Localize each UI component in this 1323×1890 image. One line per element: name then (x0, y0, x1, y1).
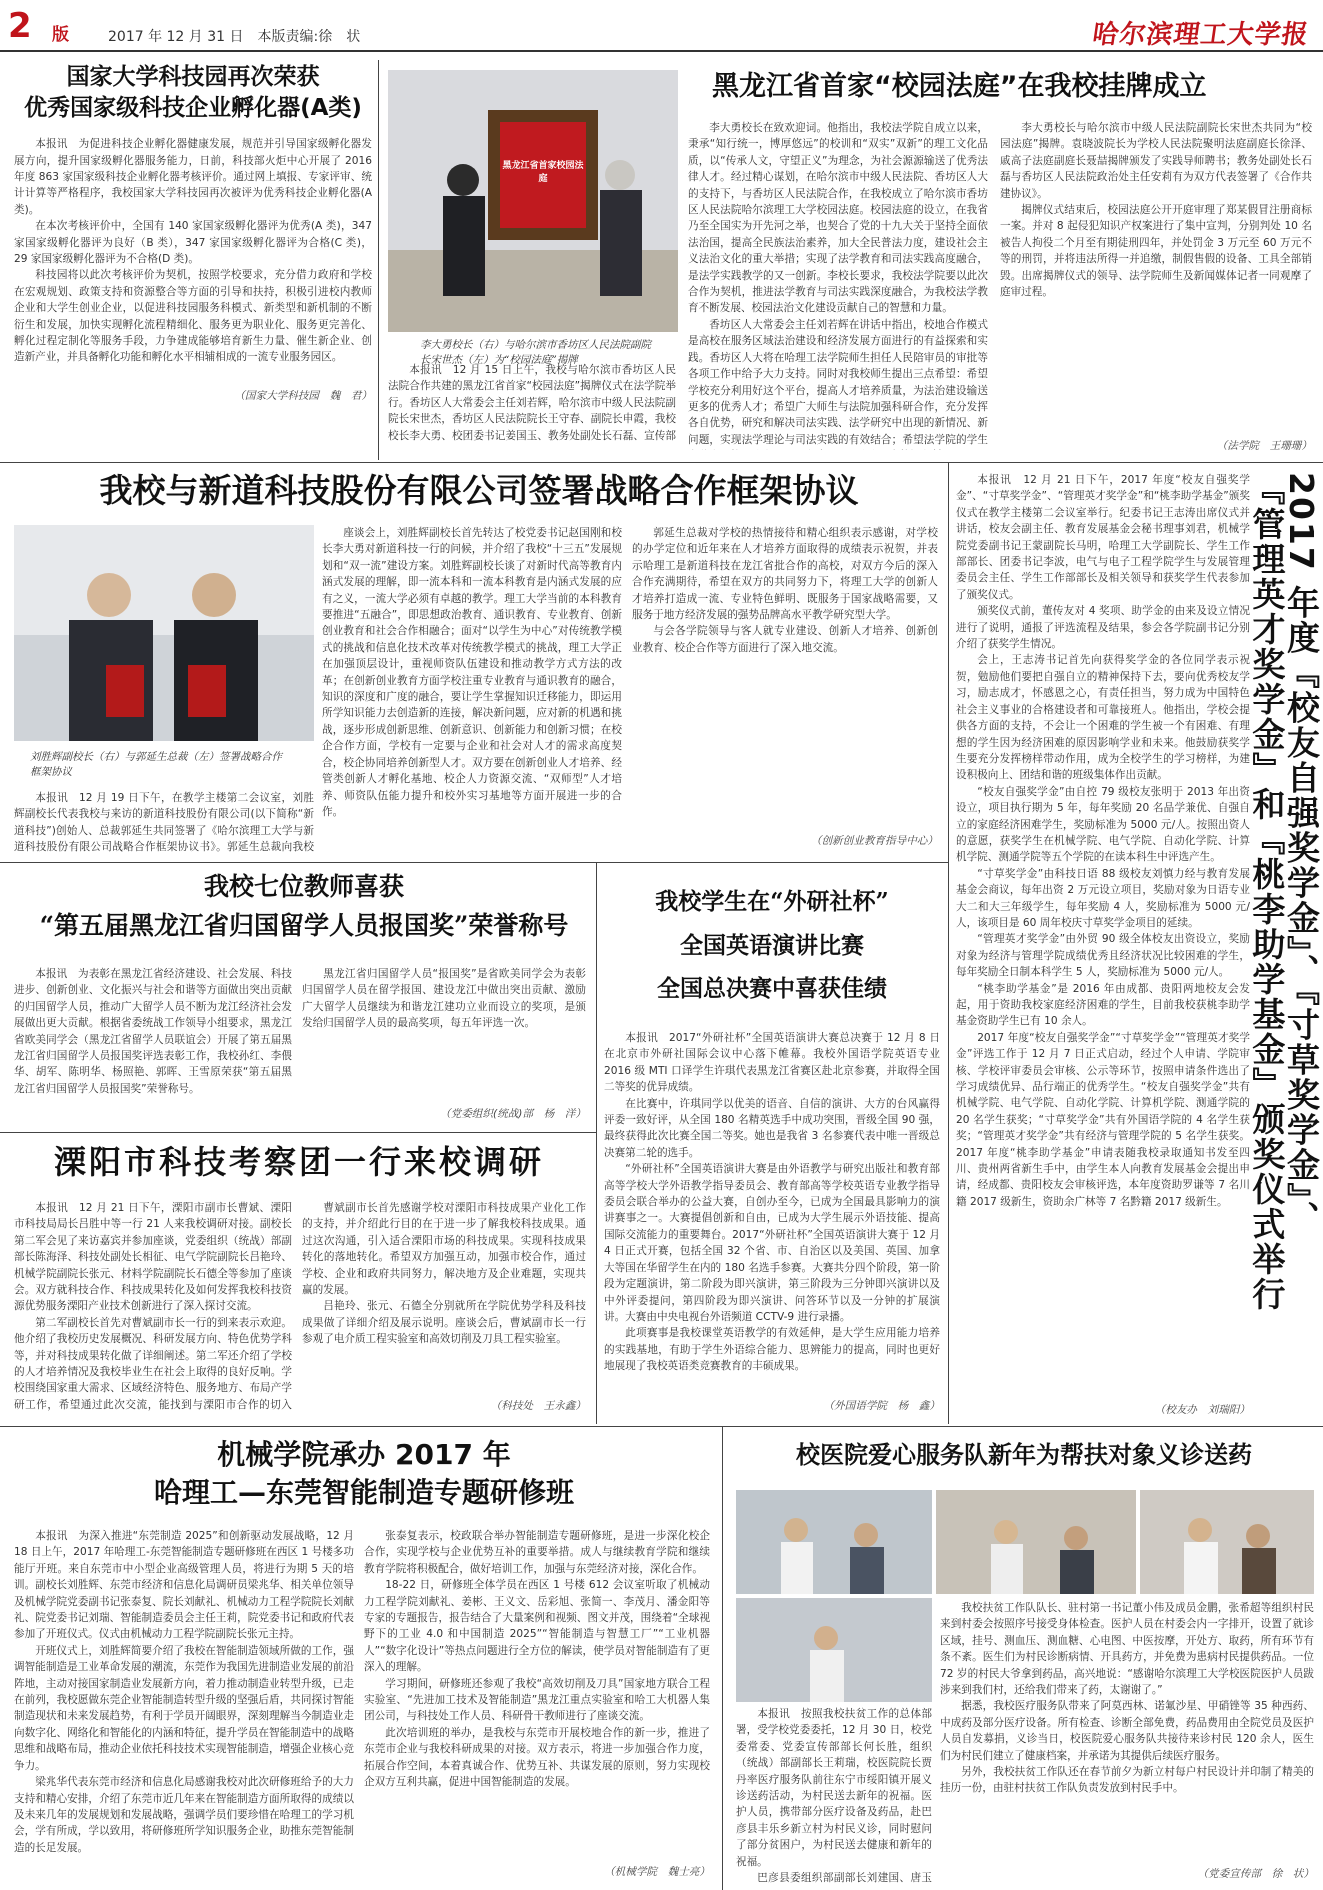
paragraph: 本报讯 12 月 21 日下午，2017 年度“校友自强奖学金”、“寸草奖学金”、“管理英才奖学金”和“桃李助学基金”颁奖仪式在教学主楼第二会议室举行。纪委书记王志涛出席仪式并讲话，校友会副主任、教育发展基金会秘书理事刘君，机械学院党委副书记王蒙副院长马明，哈理工大学副院长、学生工作部部长、团委书记李波，电气与电子工程学院学生与发展管理委员会主任、学生工作部部长及相关领导和获奖学生代表参加了颁奖仪式。 (956, 474, 1250, 601)
paragraph: 此项赛事是我校课堂英语教学的有效延伸，是大学生应用能力培养的实践基地，有助于学生外语综合能力、思辨能力的提高，同时也更好地展现了我校英语类竞赛教育的丰硕成果。 (604, 1327, 940, 1373)
article-dongguan (14, 1436, 714, 1512)
signature: （国家大学科技园 魏 君） (234, 390, 372, 403)
title-line: “第五届黑龙江省归国留学人员报国奖”荣誉称号 (39, 910, 569, 940)
column-rule (596, 862, 597, 1424)
paragraph: 本报讯 为促进科技企业孵化器健康发展，规范并引导国家级孵化器发展方向，提升国家级孵化器服务能力，日前，科技部火炬中心开展了 2016 年度 863 家国家级科技企业孵化器考核评价。通过网上填报、专家评审、统计计算等严格程序，我校国家大学科技园再次被评为优秀科技企业孵化器(A 类)。 (14, 138, 372, 216)
paragraph: 会上，王志涛书记首先向获得奖学金的各位同学表示祝贺，勉励他们要把自强自立的精神保持下去，要向优秀校友学习，励志成才，怀感恩之心，有责任担当，努力成为中国特色社会主义事业的合格建设者和可靠接班人。他指出，学校会提供各方面的支持，不会让一个困难的学生被一个有困难、有理想的学生因为经济困难的原因影响学业和未来。他鼓励获奖学生要充分发挥榜样带动作用，成为全校学生的学习榜样，为建设积极向上、团结和谐的班级集体作出贡献。 (956, 654, 1250, 782)
article-body (604, 1030, 940, 1400)
header-rule (0, 50, 1323, 52)
column-rule (948, 462, 949, 1424)
paragraph: 在比赛中，许琪同学以优美的语音、自信的演讲、大方的台风赢得评委一致好评，从全国 180 名精英选手中成功突围，晋级全国 90 强，最终获得此次比赛全国二等奖。她也是我省 3 名参赛代表中唯一晋级总决赛第二轮的选手。 (604, 1097, 940, 1159)
article-body-col3 (1000, 120, 1312, 438)
section-rule (0, 1132, 596, 1133)
title-line: 国家大学科技园再次荣获 (66, 64, 320, 90)
paragraph: 在本次考核评价中，全国有 140 家国家级孵化器评为优秀(A 类)，347 家国家级孵化器评为良好（B 类），347 家国家级孵化器评为合格(C 类)，29 家国家级孵化器评为不合格(D 类)。 (14, 220, 372, 265)
paragraph: 本报讯 按照我校扶贫工作的总体部署，受学校党委委托，12 月 30 日，校党委常委、党委宣传部部长何长胜，组织（统战）部副部长王莉瑞，校医院院长贾丹率医疗服务队前往东宁市绥阳镇开展义诊送药活动，为村民送去新年的祝福。医护人员，携带部分医疗设备及药品，赴巴彦县丰乐乡新立村为村民义诊，同时慰问了部分贫困户，为村民送去健康和新年的祝福。 (736, 1708, 932, 1868)
paragraph: 此次培训班的举办，是我校与东莞市开展校地合作的新一步，推进了东莞市企业与我校科研成果的对接。双方表示，将进一步加强合作力度，拓展合作空间，本着真诚合作、优势互补、共谋发展的原则，努力实现校企双方互利共赢，促进中国智能制造的发展。 (364, 1726, 710, 1789)
page-number: 2 (8, 6, 31, 46)
paragraph: “桃李助学基金”是 2016 年由成都、贵阳两地校友会发起，用于资助我校家庭经济困难的学生，目前我校获桃李助学基金资助学生已有 10 余人。 (956, 982, 1250, 1028)
article-title: 黑龙江省首家“校园法庭”在我校挂牌成立 (712, 71, 1207, 102)
paragraph: 揭牌仪式结束后，校园法庭公开开庭审理了郑某假冒注册商标一案。并对 8 起侵犯知识产权案进行了集中宣判，分别判处 10 名被告人拘役二个月至有期徒刑四年，并处罚金 3 万元至 60 万元不等的刑罚，并将违法所得一并追缴，制假售假的设备、工具全部销毁。出席揭牌仪式的领导、法学院师生及新闻媒体记者一同观摩了庭审过程。 (1000, 204, 1312, 299)
paragraph: 本报讯 12 月 21 日下午，溧阳市副市长曹斌、溧阳市科技局局长吕胜中等一行 21 人来我校调研对接。副校长第二军会见了来访嘉宾并参加座谈，党委组织（统战）部副部长陈海泽、科技处副处长相征、电气学院副院长吕艳玲、机械学院副院长张元、材料学院副院长石德全等参加了座谈会。双方就科技合作、科技成果转化及如何发挥我校科技资源优势服务溧阳产业技术创新进行了深入探讨交流。 (14, 1202, 292, 1313)
paragraph: 2017 年度“校友自强奖学金”“寸草奖学金”“管理英才奖学金”评选工作于 12 月 7 日正式启动，经过个人申请、学院审核、学校评审委员会审核、公示等环节，按照申请条件选出了学习成绩优异、品行端正的优秀学生。“校友自强奖学金”共有机械学院、电气学院、自动化学院、计算机学院、测通学院的 20 名学生获奖；“寸草奖学金”共有外国语学院的 4 名学生获奖；“管理英才奖学金”共有经济与管理学院的 5 名学生获奖。2017 年度“桃李助学基金”申请表随我校录取通知书发至四川、贵州两省新生手中，由学生本人向教育发展基金会提出申请，经成都、贵阳校友会审核评选，本年度资助罗谦等 7 名川籍 2017 级新生，资助余广林等 7 名黔籍 2017 级新生。 (956, 1031, 1250, 1208)
title-line: 机械学院承办 2017 年 (217, 1438, 511, 1471)
column-rule (722, 1426, 723, 1890)
photo-clinic-3 (1140, 1490, 1314, 1594)
paragraph: 科技园将以此次考核评价为契机，按照学校要求，充分借力政府和学校在宏观规划、政策支持和资源整合等方面的引导和扶持，积极引进校内教师企业和大学生创业企业，以促进科技园服务科模式、新类型和新机制的不断衍生和发展，加快实现孵化流程精细化、服务更为职业化、服务更完善化、孵化过程定制化等服务手段，力争建成能够培育新生力量、催生新企业、创造新产业，并具备孵化功能和孵化水平相辅相成的一流专业服务园区。 (14, 269, 372, 364)
article-body-col2 (302, 966, 586, 1086)
section-rule (0, 1426, 1323, 1427)
paragraph: 张泰复表示，校政联合举办智能制造专题研修班，是进一步深化校企合作，实现学校与企业优势互补的重要举措。成人与继续教育学院和继续教育学院将积极配合，做好培训工作，加强与东莞经济对接，深化合作。 (364, 1530, 710, 1575)
article-body-col2 (940, 1600, 1314, 1866)
title-line: 哈理工—东莞智能制造专题研修班 (153, 1475, 574, 1509)
title-line: 『管理英才奖学金』和『桃李助学基金』颁奖仪式举行 (1247, 472, 1287, 1312)
article-body-col2 (302, 1200, 586, 1396)
paragraph: 与会各学院领导与客人就专业建设、创新人才培养、创新创业教育、校企合作等方面进行了深入地交流。 (632, 625, 938, 654)
article-scholarship-body (956, 472, 1250, 1402)
paragraph: 香坊区人大常委会主任刘若辉在讲话中指出，校地合作模式是高校在服务区域法治建设和经济发展方面进行的有益探索和实践。香坊区人大将在哈理工法学院师生担任人民陪审员的审批等各项工作中给予大力支持。同时对我校师生提出三点希望：希望学校充分利用好这个平台，提高人才培养质量，为法治建设输送更多的优秀人才；希望广大师生与法院加强科研合作，充分发挥各自优势，研究和解决司法实践、法学研究中出现的新情况、新问题，实现法学理论与司法实践的有效结合；希望法学院的学生 (688, 318, 988, 446)
section-rule (0, 862, 948, 863)
title-line: 我校学生在“外研社杯” (655, 888, 889, 915)
signature: （科技处 王永鑫） (490, 1400, 586, 1412)
article-body-col2 (322, 525, 622, 851)
signature: （党委组织(统战)部 杨 洋） (440, 1108, 586, 1120)
article-body-col2 (364, 1528, 710, 1862)
signature: （党委宣传部 徐 状） (1197, 1868, 1314, 1880)
page-header (0, 0, 1323, 52)
article-body-col2 (688, 120, 988, 450)
paragraph: 学习期间，研修班还参观了我校“高效切削及刀具”国家地方联合工程实验室、“先进加工技术及智能制造”黑龙江重点实验室和哈工大机器人集团公司，与科技处工作人员、科研骨干教师进行了座谈交流。 (364, 1677, 710, 1723)
signature: （创新创业教育指导中心） (810, 835, 938, 847)
article-body-col1 (736, 1706, 932, 1884)
article-body-col3 (632, 525, 938, 829)
paragraph: 吕艳玲、张元、石德全分别就所在学院优势学科及科技成果做了详细介绍及展示说明。座谈会后，曹斌副市长一行参观了电介质工程实验室和高效切削及刀具工程实验室。 (302, 1300, 586, 1346)
paragraph: 郭延生总裁对学校的热情接待和精心组织表示感谢，对学校的办学定位和近年来在人才培养方面取得的成绩表示祝贺，并表示哈理工是新道科技在龙江省批合作的高校，对双方今后的深入合作充满期待，希望在双方的共同努力下，将理工大学的创新人才培养打造成一流、专业特色鲜明、既服务于国家战略需要，又服务于地方经济发展的强势品牌高水平教学研究型大学。 (632, 527, 938, 622)
paragraph: 颁奖仪式前，董传友对 4 奖项、助学金的由来及设立情况进行了说明，通报了评选流程及结果，参会各学院副书记分别介绍了获奖学生情况。 (956, 605, 1250, 651)
title-line: 我校七位教师喜获 (203, 872, 404, 901)
unveiling-scene-graphic (388, 70, 678, 332)
title-line: 全国英语演讲比赛 (680, 931, 864, 959)
article-title (604, 880, 940, 1011)
paragraph: 本报讯 为深入推进“东莞制造 2025”和创新驱动发展战略，12 月 18 日上午，2017 年哈理工-东莞智能制造专题研修班在西区 1 号楼多功能厅开班。来自东莞市中小型企业高级管理人员，将进行为期 5 天的培训。副校长刘胜辉、东莞市经济和信息化局调研员梁兆华、相关单位领导及机械学院党委副书记张泰复、院长刘献礼、机械动力工程学院院长刘献礼、院党委书记刘瑞、智能制造委员会主任王莉，院党委书记和政府代表参加了开班仪式。仪式由机械动力工程学院副院长张元主持。 (14, 1530, 354, 1641)
paragraph: “校友自强奖学金”由自控 79 级校友张明于 2013 年出资设立，项目执行期为 5 年，每年奖励 20 名品学兼优、自强自立的家庭经济困难学生，奖励标准为 5000 元/人。按照出资人的意愿，获奖学生在机械学院、电气学院、自动化学院、计算机学院、测通学院等五个学院的在读本科生中评选产生。 (956, 785, 1250, 864)
article-xindao (14, 470, 944, 511)
photo-clinic-2 (936, 1490, 1136, 1594)
plaque-text: 黑龙江省首家校园法庭 (502, 161, 584, 184)
article-body (14, 136, 372, 384)
signature: （法学院 王珊珊） (1216, 440, 1312, 452)
title-line: 优秀国家级科技企业孵化器(A类) (24, 95, 362, 122)
article-body-col1 (14, 1200, 292, 1414)
signature: （校友办 刘瑞阳） (1154, 1404, 1250, 1416)
paragraph: “寸草奖学金”由科技日语 88 级校友刘慎力经与教育发展基金会商议，每年出资 2 万元设立项目，奖励对象为日语专业大二和大三年级学生，每年奖励 4 人，奖励标准为 5000 元/人，该项目是 60 周年校庆寸草奖学金项目的延续。 (956, 867, 1250, 929)
photo-caption: 刘胜辉副校长（右）与郭延生总裁（左）签署战略合作框架协议 (30, 751, 282, 779)
photo-clinic-1 (736, 1490, 932, 1594)
article-title (14, 62, 372, 124)
column-rule (378, 60, 379, 460)
article-campus-court (688, 70, 1313, 104)
paragraph: 开班仪式上，刘胜辉简要介绍了我校在智能制造领域所做的工作，强调智能制造是工业革命发展的潮流，东莞作为我国先进制造业发展的前沿阵地，主动对接国家制造业发展新方向，着力推动制造业转型升级，已走在前列，我校愿做东莞企业智能制造转型升级的坚强后盾，共同探讨智能制造现状和未来发展趋势，有利于学员开阔眼界，深刻理解当今制造业走向数字化、网络化和智能化的内涵和特征，提升学员在智能制造中的战略思维和战略布局，推动企业依托科技技术实现智能制造，增强企业核心竞争力。 (14, 1644, 354, 1772)
photo-clinic-4 (736, 1598, 932, 1702)
article-liyang (14, 1142, 584, 1182)
paragraph: “外研社杯”全国英语演讲大赛是由外语教学与研究出版社和教育部高等学校大学外语教学指导委员会、教育部高等学校英语专业教学指导委员会联合举办的公益大赛，自创办至今，已成为全国最具影响力的演讲赛事之一。大赛提倡创新和自由，已成为大学生展示外语技能、提高国际交流能力的重要舞台。2017“外研社杯”全国英语演讲大赛于 12 月 4 日正式开赛，包括全国 32 个省、市、自治区以及美国、英国、加拿大等国在华留学生在内的 180 名选手参赛。大赛共分四个阶段，第一阶段为定题演讲，第二阶段为即兴演讲，第三阶段为三分钟即兴演讲以及中外评委提问，第四阶段为即兴演讲、问答环节以及一分钟的扩展演讲。大赛由中央电视台外语频道 CCTV-9 进行录播。 (604, 1163, 940, 1323)
paragraph: 黑龙江省归国留学人员“报国奖”是省欧美同学会为表彰归国留学人员在留学报国、建设龙江中做出突出贡献、激励广大留学人员继续为和谐龙江建功立业而设立的奖项，是颁发给归国留学人员的最高奖项，每五年评选一次。 (302, 968, 586, 1030)
clinic-scene-graphic (936, 1490, 1136, 1594)
title-line: 全国总决赛中喜获佳绩 (657, 975, 887, 1003)
article-body-col1 (14, 1528, 354, 1884)
article-scholarship-title (1247, 472, 1321, 1422)
signature: （机械学院 魏士亮） (604, 1866, 710, 1878)
paragraph: 李大勇校长与哈尔滨市中级人民法院副院长宋世杰共同为“校园法庭”揭牌。袁晓波院长为学校人民法院聚明法庭副庭长徐泽、戚高子法庭副庭长聂喆揭牌颁发了实践导师聘书；教务处副处长石磊与香坊区人民法院政治处主任安莉有为双方代表签署了《合作共建协议》。 (1000, 122, 1312, 200)
article-clinic (732, 1440, 1316, 1470)
clinic-scene-graphic (736, 1598, 932, 1702)
article-science-park (14, 62, 372, 405)
article-english-contest (604, 880, 940, 1011)
photo-unveiling (388, 70, 678, 332)
signing-scene-graphic (14, 525, 314, 741)
page-number-suffix: 版 (52, 25, 69, 45)
paragraph: 据悉，我校医疗服务队带来了阿莫西林、诺氟沙星、甲硝锉等 35 种西药、中成药及部分医疗设备。所有检查、诊断全部免费，药品费用由全院党员及医护人员自发募捐，义诊当日，校医院爱心服务队共接待来诊村民 120 余人，医生们为村民们建立了健康档案，并承诺为其提供后续医疗服务。 (940, 1700, 1314, 1762)
paragraph: 本报讯 12 月 19 日下午，在教学主楼第二会议室，刘胜辉副校长代表我校与来访的新道科技股份有限公司(以下简称“新道科技”)创始人、总裁郭延生共同签署了《哈尔滨理工大学与新道科技股份有限公司战略合作框架协议书》。郭延生总裁向我校 (14, 792, 314, 854)
newspaper-masthead: 哈尔滨理工大学报 (1090, 20, 1311, 50)
paragraph: 巴彦县委组织部副部长刘建国、唐玉 (757, 1872, 932, 1884)
paragraph: 李大勇校长在致欢迎词。他指出，我校法学院自成立以来，秉承“知行统一，博厚悠远”的校训和“双实”双新”的理工文化品质，以“传承人文，守望正义”为理念，为社会源源输送了优秀法律人才。经过精心谋划，在哈尔滨市中级人民法院、香坊区人大的支持下，与香坊区人民法院合作，在我校成立了哈尔滨市香坊区人民法院哈尔滨理工大学校园法庭。校园法庭的设立，在我省乃至全国实为开先河之举，也契合了党的十九大关于坚持全面依法治国，提高全民族法治素养，加大全民普法力度，建设社会主义法治文化的重大举措；实现了法学教育和司法实践高度融合，是法学实践教学的又一创新。李校长要求，我校法学院要以此次合作为契机，推进法学教育与司法实践深度融合，为我校法学教育不断发展、校园法治文化建设贡献自己的智慧和力量。 (688, 122, 988, 315)
title-line: 2017 年度『校友自强奖学金』、『寸草奖学金』、 (1282, 472, 1321, 1236)
photo-signing (14, 525, 314, 741)
article-title: 我校与新道科技股份有限公司签署战略合作框架协议 (99, 471, 859, 510)
paragraph: 我校扶贫工作队队长、驻村第一书记董小伟及成员金鹏，张希超等组织村民来到村委会按照序号接受身体检查。医护人员在村委会内一字排开，设置了就诊区域，挂号、测血压、测血糖、心电图、中医按摩，开处方、取药，所有环节有条不紊。医生们为村民诊断病情、开具药方，并免费为患病村民提供药品。一位 72 岁的村民大爷拿到药品，高兴地说：“感谢哈尔滨理工大学校医院医护人员跋涉来到我们村，还给我们带来了药，太谢谢了。” (940, 1602, 1314, 1697)
clinic-scene-graphic (1140, 1490, 1314, 1594)
paragraph: “管理英才奖学金”由外贸 90 级全体校友出资设立，奖励对象为经济与管理学院成绩优秀且经济状况比较困难的学生，每年奖励全日制本科学生 5 人，奖励标准为 5000 元/人。 (956, 933, 1250, 979)
article-body-col1 (14, 790, 314, 856)
article-title: 溧阳市科技考察团一行来校调研 (53, 1143, 544, 1181)
section-rule (0, 462, 1323, 463)
article-body-col1 (388, 362, 676, 452)
paragraph: 另外，我校扶贫工作队还在春节前夕为新立村每户村民设计并印制了精美的挂历一份，由驻村扶贫工作队负责发放到村民手中。 (940, 1766, 1314, 1795)
paragraph: 第二军副校长首先对曹斌副市长一行的到来表示欢迎。他介绍了我校历史发展概况、科研发展方向、特色优势学科等，并对科技成果转化做了详细阐述。第二军还介绍了学校的人才培养情况及我校毕业生在社会上取得的良好反响。学校围绕国家重大需求、区域经济特色、服务地方、布局产学研工作，希望通过此次交流，能找到与溧阳市合作的切入 (14, 1316, 292, 1411)
article-title (14, 868, 594, 946)
paragraph: 本报讯 为表彰在黑龙江省经济建设、社会发展、科技进步、创新创业、文化振兴与社会和谐等方面做出突出贡献的归国留学人员，推动广大留学人员不断为龙江经济社会发展做出更大贡献。根据省委统战工作领导小组要求，黑龙江省欧美同学会（黑龙江省留学人员联谊会）开展了第五届黑龙江省归国留学人员报国奖评选表彰工作，我校孙红、李偎华、胡军、陈明华、杨照艳、郭晖、王雪原荣获“第五届黑龙江省归国留学人员报国奖”荣誉称号。 (14, 968, 292, 1095)
article-title: 校医院爱心服务队新年为帮扶对象义诊送药 (796, 1441, 1252, 1469)
photo-caption: 李大勇校长（右）与哈尔滨市香坊区人民法院副院长宋世杰（左）为“校园法庭”揭牌 (420, 339, 651, 367)
article-body-col1 (14, 966, 292, 1124)
signature: （外国语学院 杨 鑫） (823, 1400, 940, 1412)
clinic-scene-graphic (736, 1490, 932, 1594)
paragraph: 本报讯 2017“外研社杯”全国英语演讲大赛总决赛于 12 月 8 日在北京市外研社国际会议中心落下帷幕。我校外国语学院英语专业 2016 级 MTI 口译学生许琪代表黑龙江省赛区赴北京参赛，并取得全国二等奖的优异成绩。 (604, 1032, 940, 1094)
paragraph: 梁兆华代表东莞市经济和信息化局感谢我校对此次研修班给予的大力支持和精心安排，介绍了东莞市近几年来在智能制造方面所取得的成绩以及未来几年的发展规划和发展战略，强调学员们要珍惜在哈理工的学习机会，学有所成，学以致用，将研修班所学知识服务企业，助推东莞智能制造的长足发展。 (14, 1776, 354, 1854)
paragraph: 本报讯 12 月 15 日上午，我校与哈尔滨市香坊区人民法院合作共建的黑龙江省首家“校园法庭”揭牌仪式在法学院举行。香坊区人大常委会主任刘若辉，哈尔滨市中级人民法院副院长宋世杰，香坊区人民法院院长王守春、副院长申霞，我校校长李大勇、校团委书记姜国玉、教务处副处长石磊、宣传部 (388, 364, 676, 442)
article-returned-scholars (14, 868, 594, 946)
paragraph: 曹斌副市长首先感谢学校对溧阳市科技成果产业化工作的支持，并介绍此行目的在于进一步了解我校科技成果。通过这次沟通，引入适合溧阳市场的科技成果。实现科技成果转化的落地转化。希望双方加强互动，加强市校合作，通过学校、企业和政府共同努力，解决地方及企业难题，实现共赢的发展。 (302, 1202, 586, 1297)
article-title (14, 1436, 714, 1512)
paragraph: 座谈会上，刘胜辉副校长首先转达了校党委书记赵国刚和校长李大勇对新道科技一行的问候，并介绍了我校“十三五”发展规划和“双一流”建设方案。刘胜辉副校长谈了对新时代高等教育内涵式发展的理解，即一流本科和一流本科教育是内涵式发展的应有之义，一流大学必须有卓越的教学。理工大学当前的本科教育要推进“五融合”，即思想政治教育、通识教育、专业教育、创新创业教育和社会合作相融合；面对“以学生为中心”对传统教学模式的挑战和信息化技术改革对传统教学模式的挑战，理工大学正在加强顶层设计，重视师资队伍建设和推动教学方式方法的改革；在创新创业教育方面学校注重专业教育与通识教育的融合，知识的深度和广度的融合，要让学生掌握知识迁移能力，即运用所学知识能力去创造新的连接，解决新问题，应对新的机遇和挑战，逐步形成创新思维、创新意识、创新能力和创新习惯；在校企合作方面，学校有一定要与企业和社会对人才的需求高度契合，校企协同培养创新型人才。双方要在创新创业人才培养、经管类创新人才孵化基地、校企人力资源交流、“双师型”人才培养、师资队伍能力提升和校外实习基地等方面开展进一步的合作。 (322, 527, 622, 818)
issue-date-editor: 2017 年 12 月 31 日 本版责编:徐 状 (108, 29, 361, 45)
paragraph: 18-22 日，研修班全体学员在西区 1 号楼 612 会议室听取了机械动力工程学院刘献礼、姜彬、王义文、岳彩旭、张简一、李茂月、潘金阳等专家的专题报告，报告结合了大量案例和视频、图文并茂，围绕着“全球视野下的工业 4.0 和中国制造 2025”“智能制造与智慧工厂”“工业机器人”“数字化设计”等热点问题进行全方位的解读，使学员对智能制造有了更深入的理解。 (364, 1579, 710, 1674)
